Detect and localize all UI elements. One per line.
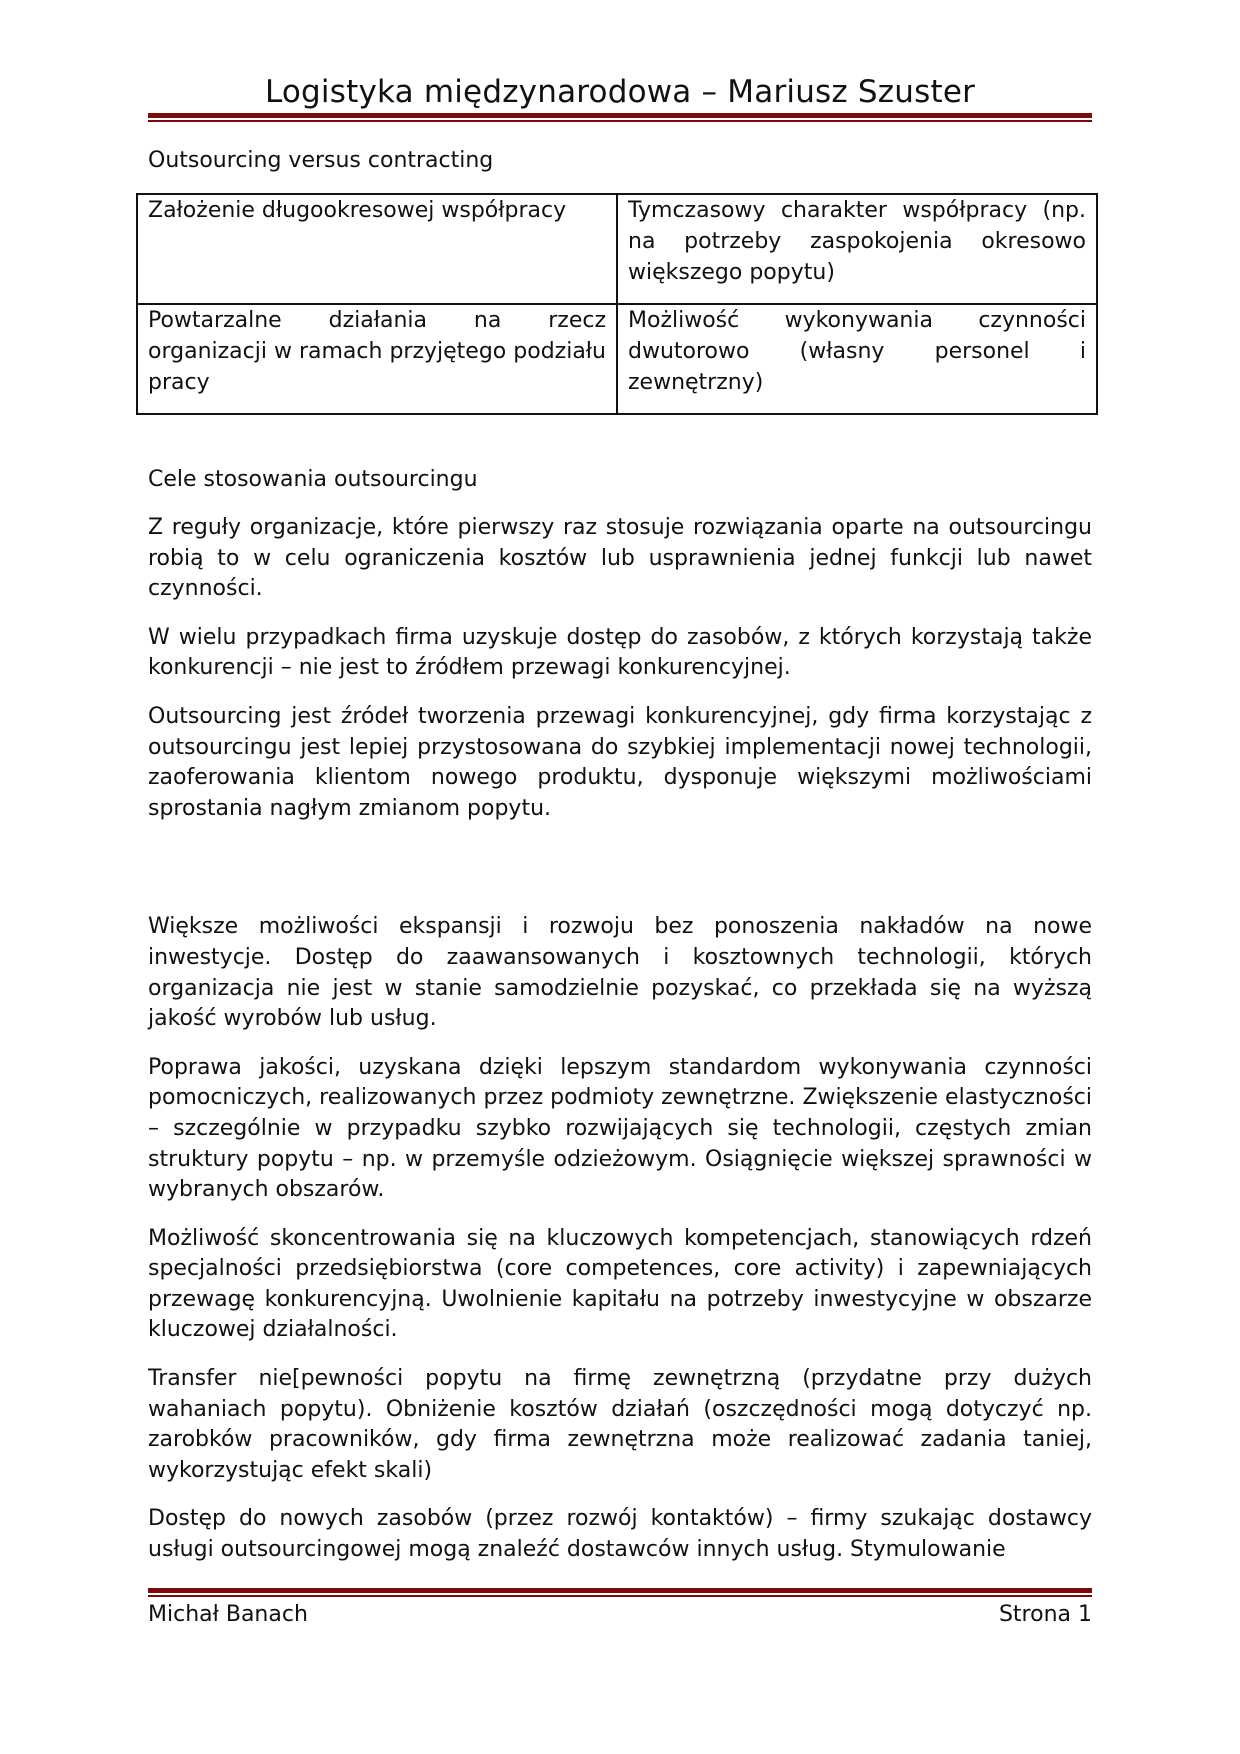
paragraph: Większe możliwości ekspansji i rozwoju bez ponoszenia nakładów na nowe inwestycje. Dostęp do zaawansowanych i kosztownych technologii, których organizacja nie jest w stanie samodzielnie pozyskać, co przekłada się na wyższą jakość wyrobów lub usług. [148, 914, 1092, 1032]
paragraph: Dostęp do nowych zasobów (przez rozwój kontaktów) – firmy szukając dostawcy usługi outsourcingowej mogą znaleźć dostawców innych usług. Stymulowanie [148, 1506, 1092, 1563]
paragraph: Outsourcing jest źródeł tworzenia przewagi konkurencyjnej, gdy firma korzystając z outsourcingu jest lepiej przystosowana do szybkiej implementacji nowej technologii, zaoferowania klientom nowego produktu, dysponuje większymi możliwościami sprostania nagłym zmianom popytu. [148, 703, 1092, 821]
footer-page-number: Strona 1 [998, 1602, 1092, 1627]
paragraph: W wielu przypadkach firma uzyskuje dostęp do zasobów, z których korzystają także konkurencji – nie jest to źródłem przewagi konkurencyjnej. [148, 624, 1092, 681]
page-body [148, 146, 1092, 1566]
table-cell-contracting: Tymczasowy charakter współpracy (np. na potrzeby zaspokojenia okresowo większego popytu) [617, 194, 1097, 304]
section-title-goals: Cele stosowania outsourcingu [148, 467, 478, 492]
table-cell-contracting: Możliwość wykonywania czynności dwutorowo (własny personel i zewnętrzny) [617, 304, 1097, 414]
table-cell-outsourcing: Powtarzalne działania na rzecz organizacji w ramach przyjętego podziału pracy [137, 304, 617, 414]
section-title-outsourcing-vs-contracting: Outsourcing versus contracting [148, 148, 494, 173]
footer-rule [148, 1588, 1092, 1597]
paragraph: Transfer nie[pewności popytu na firmę zewnętrzną (przydatne przy dużych wahaniach popytu). Obniżenie kosztów działań (oszczędności mogą dotyczyć np. zarobków pracowników, gdy firma zewnętrzna może realizować zadania taniej, wykorzystując efekt skali) [148, 1366, 1092, 1483]
document-title: Logistyka międzynarodowa – Mariusz Szuster [264, 74, 976, 110]
header-rule [148, 113, 1092, 122]
header-rule-thin [148, 120, 1092, 122]
table-row [137, 304, 1097, 414]
paragraph: Poprawa jakości, uzyskana dzięki lepszym standardom wykonywania czynności pomocniczych, realizowanych przez podmioty zewnętrzne. Zwiększenie elastyczności – szczególnie w przypadku szybko rozwijających się technologii, częstych zmian struktury popytu – np. w przemyśle odzieżowym. Osiągnięcie większej sprawności w wybranych obszarów. [148, 1054, 1092, 1203]
footer-rule-thin [148, 1595, 1092, 1597]
table-cell-outsourcing: Założenie długookresowej współpracy [137, 194, 617, 304]
paragraph: Możliwość skoncentrowania się na kluczowych kompetencjach, stanowiących rdzeń specjalności przedsiębiorstwa (core competences, core activity) i zapewniających przewagę konkurencyjną. Uwolnienie kapitału na potrzeby inwestycyjne w obszarze kluczowej działalności. [148, 1225, 1092, 1343]
footer-author: Michał Banach [148, 1602, 308, 1627]
table-row [137, 194, 1097, 304]
comparison-table [136, 193, 1098, 415]
paragraph: Z reguły organizacje, które pierwszy raz stosuje rozwiązania oparte na outsourcingu robią to w celu ograniczenia kosztów lub usprawnienia jednej funkcji lub nawet czynności. [148, 515, 1092, 602]
